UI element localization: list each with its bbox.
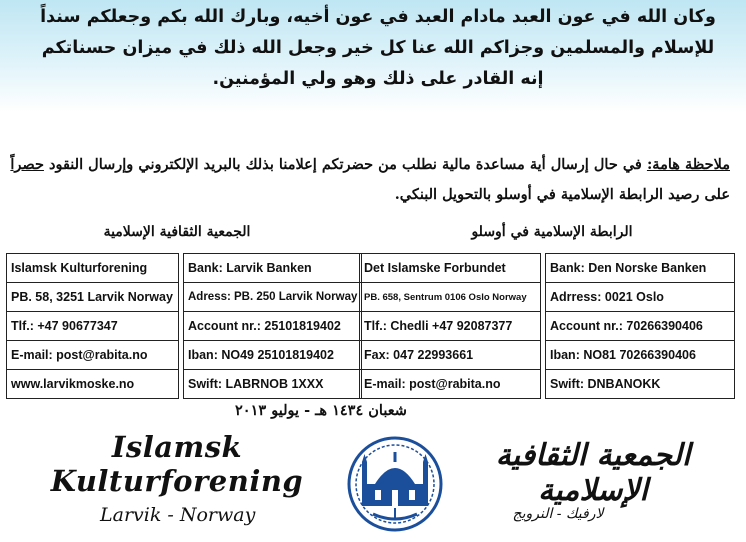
latin-logo-name: Islamsk Kulturforening — [50, 430, 304, 498]
note-text-a: في حال إرسال أية مساعدة مالية نطلب من حضرتكم إعلامنا بذلك بالبريد الإلكتروني وإرسال النقود — [49, 156, 642, 173]
contact-cell: E-mail: post@rabita.no — [7, 341, 179, 370]
intro-paragraph — [20, 2, 736, 95]
bank-cell: Iban: NO81 70266390406 — [546, 341, 735, 370]
arabic-logo-place: لارفيك - النرويج — [512, 506, 604, 522]
website-link[interactable]: www.larvikmoske.no — [7, 370, 179, 399]
contact-cell: Islamsk Kulturforening — [7, 254, 179, 283]
bank-cell: Iban: NO49 25101819402 — [184, 341, 362, 370]
org-left-info-table — [6, 253, 362, 399]
bank-cell: Bank: Den Norske Banken — [546, 254, 735, 283]
bank-cell: Bank: Larvik Banken — [184, 254, 362, 283]
note-label: ملاحظة هامة: — [646, 156, 730, 173]
contact-cell: Det Islamske Forbundet — [360, 254, 541, 283]
bank-cell: Adress: PB. 250 Larvik Norway — [184, 283, 362, 312]
contact-cell: Fax: 047 22993661 — [360, 341, 541, 370]
table-row — [360, 312, 735, 341]
table-row — [7, 254, 362, 283]
table-row — [7, 312, 362, 341]
note-text-b: على رصيد الرابطة الإسلامية في أوسلو بالتحويل البنكي. — [394, 186, 730, 203]
date-line: شعبان ١٤٣٤ هـ - يوليو ٢٠١٣ — [235, 402, 407, 419]
bank-cell: Account nr.: 25101819402 — [184, 312, 362, 341]
mosque-emblem-icon — [345, 430, 445, 538]
bank-cell: Account nr.: 70266390406 — [546, 312, 735, 341]
table-row — [7, 370, 362, 399]
intro-line-3: إنه القادر على ذلك وهو ولي المؤمنين. — [212, 69, 544, 89]
table-row — [360, 341, 735, 370]
bank-cell: Swift: LABRNOB 1XXX — [184, 370, 362, 399]
contact-cell: PB. 58, 3251 Larvik Norway — [7, 283, 179, 312]
org-right-info-table — [359, 253, 735, 399]
email-link[interactable]: E-mail: post@rabita.no — [360, 370, 541, 399]
important-note — [8, 150, 730, 210]
latin-logo-place: Larvik - Norway — [100, 504, 256, 526]
bank-cell: Swift: DNBANOKK — [546, 370, 735, 399]
contact-cell: PB. 658, Sentrum 0106 Oslo Norway — [360, 283, 541, 312]
note-emphasis: حصراً — [10, 156, 44, 173]
table-row — [7, 341, 362, 370]
arabic-logo-name: الجمعية الثقافية الإسلامية — [495, 438, 691, 508]
intro-line-1: وكان الله في عون العبد مادام العبد في عون أخيه، وبارك الله بكم وجعلكم سنداً — [40, 7, 716, 27]
table-row — [360, 254, 735, 283]
table-row — [360, 370, 735, 399]
table-row — [360, 283, 735, 312]
org-right-heading: الرابطة الإسلامية في أوسلو — [471, 224, 633, 240]
table-row — [7, 283, 362, 312]
contact-cell: Tlf.: +47 90677347 — [7, 312, 179, 341]
contact-cell: Tlf.: Chedli +47 92087377 — [360, 312, 541, 341]
org-left-heading: الجمعية الثقافية الإسلامية — [103, 224, 251, 240]
intro-line-2: للإسلام والمسلمين وجزاكم الله عنا كل خير وجعل الله ذلك في ميزان حسناتكم — [41, 38, 715, 58]
bank-cell: Adrress: 0021 Oslo — [546, 283, 735, 312]
